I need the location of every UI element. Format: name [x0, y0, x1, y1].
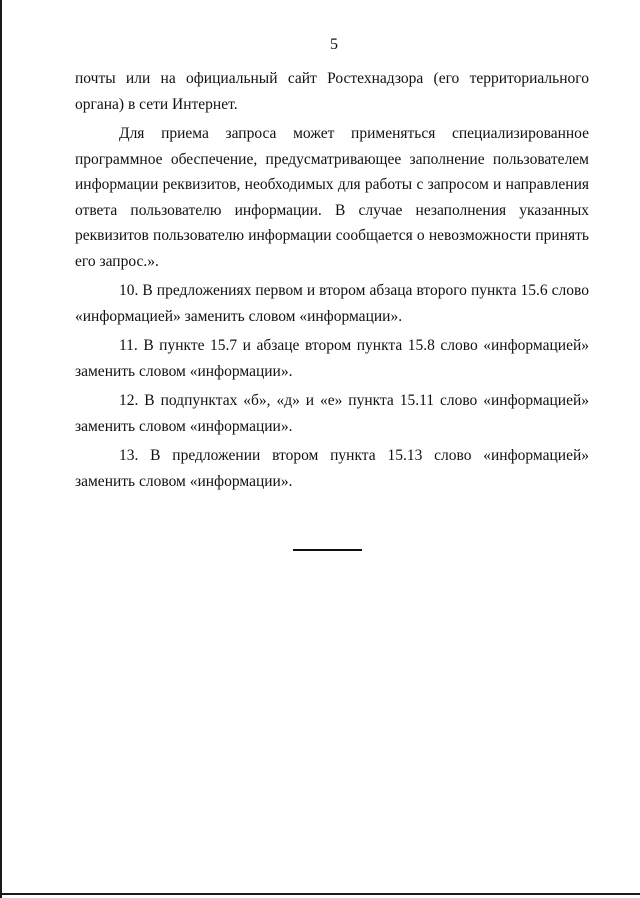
scan-edge-bottom [0, 893, 640, 895]
paragraph-item-12: 12. В подпунктах «б», «д» и «е» пункта 15.11 слово «информацией» заменить словом «информации». [75, 392, 589, 435]
paragraph-item-13: 13. В предложении втором пункта 15.13 слово «информацией» заменить словом «информации». [75, 447, 589, 490]
paragraph-item-11: 11. В пункте 15.7 и абзаце втором пункта 15.8 слово «информацией» заменить словом «информации». [75, 337, 589, 380]
document-body [75, 66, 589, 494]
paragraph-item-10: 10. В предложениях первом и втором абзаца второго пункта 15.6 слово «информацией» заменить словом «информации». [75, 282, 589, 325]
page-number: 5 [330, 36, 338, 53]
paragraph-software-note: Для приема запроса может применяться специализированное программное обеспечение, предусматривающее заполнение пользователем информации реквизитов, необходимых для работы с запросом и направления ответа пользователю информации. В случае незаполнения указанных реквизитов пользователю информации сообщается о невозможности принять его запрос.». [75, 125, 589, 270]
paragraph-continuation: почты или на официальный сайт Ростехнадзора (его территориального органа) в сети Интернет. [75, 70, 589, 113]
end-of-text-rule [293, 549, 362, 551]
scan-edge-left [0, 0, 2, 898]
